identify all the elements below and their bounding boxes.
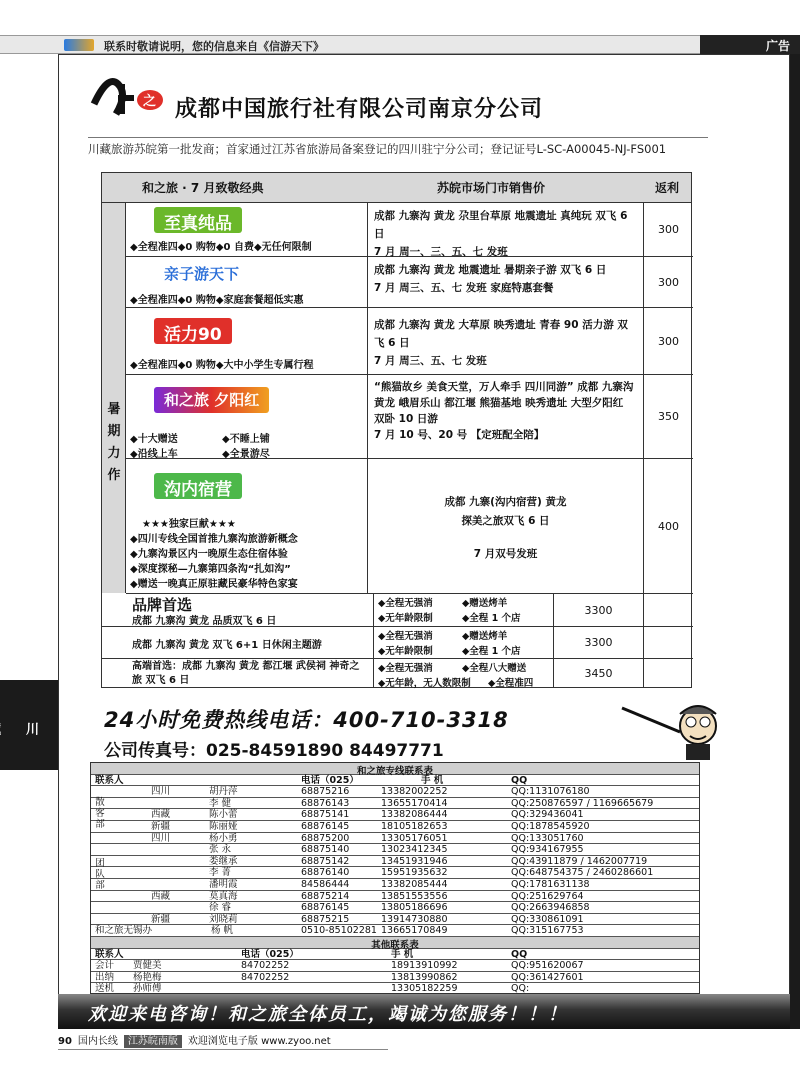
- contact-mobile: 13851553556: [381, 890, 448, 902]
- contact-qq: QQ:315167753: [511, 925, 584, 937]
- product-left: [126, 375, 368, 458]
- contact-row: [91, 809, 699, 821]
- other-contact-row: [91, 960, 699, 972]
- fax-numbers: 025-84591890 84497771: [206, 741, 444, 761]
- contact-tel: 68875215: [301, 913, 350, 925]
- product-rebate: 400: [658, 520, 679, 533]
- contact-qq: QQ:133051760: [511, 832, 584, 844]
- contact-area: 西藏: [151, 890, 171, 902]
- product-feature: ◆十大赠送: [130, 434, 178, 445]
- contact-tel: 68876145: [301, 821, 350, 832]
- route-text: 成都 九寨沟 黄龙 地震遗址 暑期亲子游 双飞 6 日: [374, 264, 607, 276]
- product-route: [368, 375, 644, 458]
- contact-row: [91, 821, 699, 833]
- side-tab: [0, 680, 58, 770]
- contact-tel: 68875216: [301, 786, 350, 798]
- browse-link[interactable]: 欢迎浏览电子版 www.zyoo.net: [187, 1036, 331, 1047]
- contact-mobile: 18105182653: [381, 821, 448, 832]
- product-left: [126, 459, 368, 593]
- contact-mobile: 13305176051: [381, 832, 448, 844]
- other-contact-name: 孙师傅: [133, 983, 162, 995]
- contacts-header-cell: QQ: [511, 774, 528, 786]
- contact-row: [91, 891, 699, 903]
- product-left: [126, 257, 368, 307]
- contact-row: [91, 786, 699, 798]
- contact-name: 李 菁: [209, 867, 232, 879]
- top-bar: [0, 35, 800, 54]
- brand-price: 3300: [554, 594, 644, 626]
- brand-feature: ◆全程 1 个店: [462, 613, 521, 624]
- brand-feature: ◆无年龄限制: [378, 646, 433, 657]
- product-row: [126, 459, 693, 594]
- contact-tel: 0510-85102281: [301, 925, 377, 937]
- product-rebate: 300: [658, 335, 679, 348]
- contact-qq: QQ:43911879 / 1462007719: [511, 855, 648, 867]
- contacts-title: 和之旅专线联系表: [91, 763, 699, 775]
- contact-mobile: 13382086444: [381, 809, 448, 821]
- contact-tel: 68875214: [301, 890, 350, 902]
- brand-route: 成都 九寨沟 黄龙 双飞 6+1 日休闲主题游: [132, 640, 322, 651]
- contact-qq: QQ:329436041: [511, 809, 584, 821]
- product-route: [368, 459, 644, 593]
- product-feature: ★★★独家巨献★★★: [142, 519, 236, 530]
- contact-tel: 68876140: [301, 867, 350, 879]
- product-rebate: 350: [658, 410, 679, 423]
- other-contact-qq: QQ:: [511, 983, 530, 995]
- brand-logo-graphic: [88, 64, 168, 128]
- contact-qq: QQ:1781631138: [511, 879, 590, 890]
- header-products: 和之旅 · 7 月致敬经典: [142, 181, 264, 195]
- fax: [104, 736, 444, 761]
- table-header: [101, 172, 692, 203]
- other-header-row: [91, 949, 699, 961]
- contact-area: 西藏: [151, 809, 171, 821]
- contact-area: 新疆: [151, 913, 171, 925]
- other-contact-mobile: 18913910992: [391, 960, 458, 972]
- season-label: 暑期力作: [107, 402, 121, 483]
- group-label-individual: 散客部: [95, 797, 105, 830]
- contact-tel: 68875200: [301, 832, 350, 844]
- header-price: 苏皖市场门市销售价: [437, 181, 546, 195]
- contact-qq: QQ:648754375 / 2460286601: [511, 867, 654, 879]
- brand-left: [102, 627, 374, 658]
- brand-feature: ◆赠送烤羊: [462, 598, 508, 609]
- other-contact-row: [91, 972, 699, 984]
- page-number: 90: [58, 1036, 72, 1047]
- contacts-table: [90, 762, 700, 994]
- hotline-label: 24小时免费热线电话：: [104, 708, 334, 732]
- product-table: [101, 203, 692, 688]
- schedule-text: 7 月 周一、三、五、七 发班: [374, 246, 508, 258]
- contacts-header-cell: 电话（025）: [301, 774, 359, 786]
- other-contact-qq: QQ:361427601: [511, 971, 584, 983]
- other-header-cell: 手 机: [391, 948, 414, 960]
- product-row: [126, 375, 693, 459]
- other-contacts-title: 其他联系表: [91, 937, 699, 949]
- contact-area: 四川: [151, 786, 171, 798]
- contact-mobile: 15951935632: [381, 867, 448, 879]
- contact-tel: 68875142: [301, 855, 350, 867]
- other-header-cell: QQ: [511, 948, 528, 960]
- contact-row: [91, 798, 699, 810]
- publisher-logo: [64, 39, 94, 51]
- welcome-banner: 欢迎来电咨询！和之旅全体员工，竭诚为您服务！！！: [58, 994, 790, 1029]
- brand-logo: [88, 64, 168, 128]
- contact-name: 陈小蕾: [209, 809, 238, 821]
- contact-tel: 68875140: [301, 844, 350, 856]
- contact-area: 新疆: [151, 821, 171, 832]
- product-feature: ◆全程准四◆0 购物◆大中小学生专属行程: [130, 360, 314, 371]
- section-name: 国内长线: [77, 1036, 118, 1047]
- group-label-team: 团队部: [95, 858, 105, 891]
- contact-name: 莫真海: [209, 890, 238, 902]
- hotline-number: 400-710-3318: [333, 708, 509, 732]
- contact-tel: 68876145: [301, 902, 350, 914]
- product-rebate: 300: [658, 276, 679, 289]
- other-contact-role: 会计: [95, 960, 115, 972]
- product-row: [126, 308, 693, 375]
- contact-tel: 68876143: [301, 797, 350, 809]
- contact-row: [91, 879, 699, 891]
- brand-row: [102, 627, 693, 659]
- page-footer: [58, 1032, 388, 1050]
- contact-qq: QQ:330861091: [511, 913, 584, 925]
- contact-name: 陈丽娅: [209, 821, 238, 832]
- right-edge-bar: [790, 54, 800, 1029]
- product-feature: ◆赠送一晚真正原驻藏民豪华特色家宴: [130, 579, 298, 590]
- product-feature: ◆全程准四◆0 购物◆0 自费◆无任何限制: [130, 242, 312, 253]
- header-rebate: 返利: [655, 181, 680, 195]
- brand-row: [102, 594, 693, 627]
- contacts-header-cell: 手 机: [421, 774, 444, 786]
- contact-name: 胡丹萍: [209, 786, 238, 798]
- route-text: 成都 九寨沟 黄龙 尕里台草原 地震遗址 真纯玩 双飞 6 日: [374, 210, 628, 240]
- product-feature: ◆全程准四◆0 购物◆家庭套餐超低实惠: [130, 295, 304, 306]
- contact-row: [91, 914, 699, 926]
- contact-mobile: 13655170414: [381, 797, 448, 809]
- contact-name: 李 健: [209, 797, 232, 809]
- product-feature: ◆九寨沟景区内一晚原生态住宿体验: [130, 549, 288, 560]
- product-feature: ◆四川专线全国首推九寨沟旅游新概念: [130, 534, 298, 545]
- other-contact-tel: 84702252: [241, 960, 290, 972]
- contact-mobile: 13382002252: [381, 786, 448, 798]
- product-rebate: 300: [658, 223, 679, 236]
- product-row: [126, 203, 693, 257]
- schedule-text: 7 月 10 号、20 号 【定班配全陪】: [374, 429, 545, 441]
- contact-row: [91, 856, 699, 868]
- product-logo: 沟内宿营: [154, 473, 242, 499]
- product-left: [126, 203, 368, 256]
- schedule-text: 7 月双号发班: [473, 548, 538, 560]
- brand-feature: ◆全程无强消: [378, 598, 433, 609]
- contact-name: 刘晓莉: [209, 913, 238, 925]
- contact-row: [91, 925, 699, 937]
- hotline: [104, 704, 509, 734]
- other-contact-tel: 84702252: [241, 971, 290, 983]
- brand-price: 3300: [554, 627, 644, 658]
- product-row: [126, 257, 693, 308]
- svg-text:之: 之: [143, 94, 157, 109]
- product-route: [368, 203, 644, 256]
- mascot-graphic: [620, 700, 730, 760]
- product-feature: ◆沿线上车: [130, 449, 178, 460]
- other-contact-mobile: 13813990862: [391, 971, 458, 983]
- route-text: “熊猫故乡 美食天堂，万人牵手 四川同游” 成都 九寨沟 黄龙 峨眉乐山 都江堰 熊猫基地 映秀遗址 大型夕阳红 双卧 10 日游: [374, 381, 634, 425]
- contact-row: [91, 833, 699, 845]
- fax-label: 公司传真号：: [104, 741, 206, 761]
- other-contact-role: 出纳: [95, 971, 115, 983]
- contact-name: 潘明霞: [209, 879, 238, 890]
- contact-name: 杨小勇: [209, 832, 238, 844]
- contact-area: 四川: [151, 832, 171, 844]
- brand-feature: ◆全程准四: [488, 678, 534, 689]
- contact-mobile: 13451931946: [381, 855, 448, 867]
- product-feature: ◆深度探秘—九寨第四条沟“扎如沟”: [130, 564, 291, 575]
- contacts-header-row: [91, 775, 699, 787]
- source-note: 联系时敬请说明，您的信息来自《信游天下》: [104, 40, 324, 53]
- product-route: [368, 308, 644, 374]
- brand-route: 成都 九寨沟 黄龙 品质双飞 6 日: [132, 616, 277, 627]
- contact-qq: QQ:251629764: [511, 890, 584, 902]
- contact-name: 杨 帆: [211, 925, 234, 937]
- contact-name: 娄继承: [209, 855, 238, 867]
- product-logo: 亲子游天下: [154, 261, 249, 287]
- schedule-text: 7 月 周三、五、七 发班 家庭特惠套餐: [374, 282, 554, 294]
- product-logo: 至真纯品: [154, 207, 242, 233]
- contact-qq: QQ:2663946858: [511, 902, 590, 914]
- route-text: 成都 九寨(沟内宿营) 黄龙 探美之旅双飞 6 日: [444, 496, 567, 527]
- contact-qq: QQ:1878545920: [511, 821, 590, 832]
- other-header-cell: 联系人: [95, 948, 124, 960]
- product-route: [368, 257, 644, 307]
- contact-tel: 68875141: [301, 809, 350, 821]
- other-contact-role: 送机: [95, 983, 115, 995]
- brand-features: [374, 594, 554, 626]
- brand-price: 3450: [554, 659, 644, 688]
- contacts-header-cell: 联系人: [95, 774, 124, 786]
- contact-mobile: 13665170849: [381, 925, 448, 937]
- brand-feature: ◆全程八大赠送: [462, 663, 527, 674]
- product-left: [126, 308, 368, 374]
- contact-area: 和之旅无锡办: [95, 925, 153, 937]
- brand-feature: ◆赠送烤羊: [462, 631, 508, 642]
- brand-feature: ◆全程无强消: [378, 663, 433, 674]
- brand-row: [102, 659, 693, 688]
- contact-mobile: 13805186696: [381, 902, 448, 914]
- brand-feature: ◆无年龄，无人数限制: [378, 678, 471, 689]
- contact-mobile: 13382085444: [381, 879, 448, 890]
- contact-qq: QQ:250876597 / 1169665679: [511, 797, 654, 809]
- product-logo: 活力90: [154, 318, 232, 344]
- contact-qq: QQ:1131076180: [511, 786, 590, 798]
- brand-feature: ◆全程 1 个店: [462, 646, 521, 657]
- schedule-text: 7 月 周三、五、七 发班: [374, 355, 487, 367]
- contact-row: [91, 844, 699, 856]
- other-contact-qq: QQ:951620067: [511, 960, 584, 972]
- other-contact-mobile: 13305182259: [391, 983, 458, 995]
- contact-tel: 84586444: [301, 879, 350, 890]
- mascot-illustration: [620, 700, 730, 760]
- brand-route: 高端首选：成都 九寨沟 黄龙 都江堰 武侯祠 神奇之旅 双飞 6 日: [132, 661, 360, 686]
- contact-row: [91, 902, 699, 914]
- season-column: [102, 203, 126, 593]
- other-header-cell: 电话（025）: [241, 948, 299, 960]
- contact-mobile: 13914730880: [381, 913, 448, 925]
- contact-name: 张 永: [209, 844, 232, 856]
- product-logo: 和之旅 夕阳红: [154, 387, 269, 413]
- company-title: 成都中国旅行社有限公司南京分公司: [175, 97, 544, 122]
- product-feature: ◆不睡上铺: [222, 434, 270, 445]
- ad-tag: 广告: [700, 35, 800, 55]
- other-contact-name: 贾健美: [133, 960, 162, 972]
- brand-feature: ◆无年龄限制: [378, 613, 433, 624]
- contact-name: 徐 睿: [209, 902, 232, 914]
- side-tab-line: [0, 688, 20, 770]
- brand-features: [374, 627, 554, 658]
- contact-row: [91, 867, 699, 879]
- other-contact-name: 杨艳梅: [133, 971, 162, 983]
- contact-qq: QQ:934167955: [511, 844, 584, 856]
- brand-left: [102, 594, 374, 626]
- company-subline: 川藏旅游苏皖第一批发商；首家通过江苏省旅游局备案登记的四川驻宁分公司；登记证号L-SC-A00045-NJ-FS001: [88, 137, 708, 157]
- route-text: 成都 九寨沟 黄龙 大草原 映秀遗址 青春 90 活力游 双飞 6 日: [374, 319, 628, 349]
- edition-label: 江苏皖南版: [124, 1035, 182, 1048]
- side-tab-line: 川: [23, 721, 38, 737]
- brand-left: [102, 659, 374, 688]
- brand-features: [374, 659, 554, 688]
- brand-feature: ◆全程无强消: [378, 631, 433, 642]
- contact-mobile: 13023412345: [381, 844, 448, 856]
- brand-title: 品牌首选: [132, 596, 193, 614]
- product-feature: ◆全景游尽: [222, 449, 270, 460]
